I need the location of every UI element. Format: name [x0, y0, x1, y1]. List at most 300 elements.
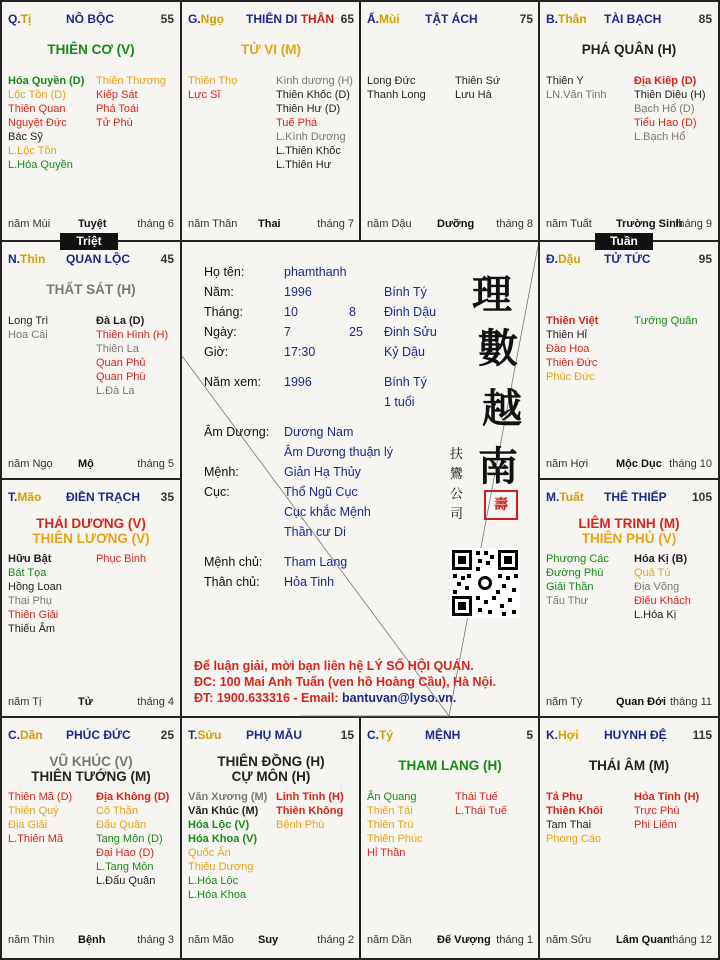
nam-xem-label: Năm xem: [204, 375, 261, 389]
left-star-column [8, 74, 84, 172]
minor-star: Địa Không (D) [96, 791, 170, 803]
contact-line-1: Để luận giải, mời bạn liên hệ LÝ SỐ HỘI QUÁN. [194, 659, 474, 673]
right-star-column [455, 74, 500, 102]
palace-stage: Suy [258, 934, 279, 946]
palace-header [546, 252, 714, 266]
minor-star: Linh Tinh (H) [276, 791, 344, 803]
palace-month: tháng 1 [496, 934, 533, 946]
minor-star: Phục Binh [96, 553, 147, 565]
right-star-column [455, 790, 507, 818]
palace-name [66, 252, 130, 266]
minor-star: Giải Thần [546, 581, 594, 593]
ho-ten-value: phamthanh [284, 265, 347, 279]
palace-chi: Sửu [197, 728, 222, 742]
minor-star: Thiên Thọ [188, 75, 238, 87]
left-star-column [8, 552, 62, 636]
left-star-column [546, 314, 598, 384]
palace-stage: Thai [258, 218, 281, 230]
minor-star: Địa Giải [8, 819, 48, 831]
palace-year: năm Ngọ [8, 458, 53, 470]
ngay-label: Ngày: [204, 325, 237, 339]
palace-header [8, 12, 176, 26]
minor-star: Long Đức [367, 75, 416, 87]
palace-header [8, 728, 176, 742]
gio-label: Giờ: [204, 345, 229, 359]
palace-name [604, 12, 661, 26]
calligraphy-char-2: 數 [478, 325, 518, 372]
minor-star: Bát Tọa [8, 567, 47, 579]
palace-ngo [182, 2, 360, 240]
right-star-column [634, 552, 691, 622]
tuan-tag: Tuần [595, 233, 653, 250]
minor-star: Tang Môn (D) [96, 833, 163, 845]
minor-star: Hỏa Tinh (H) [634, 791, 700, 803]
minor-star: Tử Phù [96, 117, 133, 129]
palace-can: T. [8, 490, 18, 504]
minor-star: Thái Tuế [455, 791, 498, 803]
palace-header [546, 12, 714, 26]
main-star: LIÊM TRINH (M) [578, 516, 680, 531]
palace-year: năm Dậu [367, 218, 412, 230]
minor-star: L.Đẩu Quân [96, 875, 156, 887]
minor-star: Tấu Thư [546, 595, 589, 607]
gio-value: 17:30 [284, 345, 316, 359]
minor-star: Hóa Kị (B) [634, 553, 688, 565]
minor-star: Lực Sĩ [188, 89, 221, 101]
right-star-column [634, 790, 699, 832]
palace-stage: Đế Vượng [437, 934, 491, 946]
nam-value: 1996 [284, 285, 312, 299]
minor-star: Thiên Giải [8, 609, 59, 621]
minor-star: Thiên Khôi [546, 805, 603, 817]
minor-star: Quan Phù [96, 371, 146, 383]
minor-star: Điếu Khách [634, 595, 691, 607]
palace-year: năm Thân [188, 218, 238, 230]
palace-footer [546, 218, 714, 232]
palace-name-text: TẬT ÁCH [425, 12, 478, 26]
main-star: THIÊN PHỦ (V) [581, 531, 677, 546]
palace-header [367, 728, 535, 742]
palace-hoi [540, 718, 718, 956]
left-star-column [188, 790, 267, 902]
palace-can: B. [546, 12, 558, 26]
minor-star: Thiếu Âm [8, 623, 56, 635]
palace-name-text: TỬ TỨC [604, 252, 651, 266]
palace-year: năm Mão [188, 934, 234, 946]
minor-star: Thiếu Dương [188, 861, 254, 873]
minor-star: L.Tang Môn [96, 861, 154, 873]
palace-age: 55 [160, 12, 174, 26]
palace-footer [8, 218, 176, 232]
palace-header [188, 728, 356, 742]
palace-footer [188, 934, 356, 948]
main-star: THÁI DƯƠNG (V) [36, 516, 146, 531]
ngay-am-value: 25 [349, 325, 363, 339]
palace-header [546, 490, 714, 504]
palace-stage: Mộc Dục [616, 458, 662, 470]
palace-chi: Tuất [559, 490, 584, 504]
minor-star: L.Bạch Hổ [634, 131, 686, 143]
left-star-column [546, 552, 609, 608]
main-star: PHÁ QUÂN (H) [581, 42, 677, 57]
palace-footer [546, 934, 714, 948]
left-star-column [367, 74, 426, 102]
palace-header [8, 490, 176, 504]
palace-header [367, 12, 535, 26]
palace-stage: Tử [78, 696, 93, 708]
thang-can-chi: Đinh Dậu [384, 305, 437, 319]
thang-value: 10 [284, 305, 298, 319]
palace-month: tháng 4 [137, 696, 174, 708]
palace-stage: Quan Đới [616, 696, 666, 708]
main-star: THIÊN CƠ (V) [47, 42, 135, 57]
palace-than [540, 2, 718, 240]
minor-star: Thiên Thương [96, 75, 167, 87]
palace-can: C. [8, 728, 20, 742]
palace-name [604, 252, 651, 266]
ngay-value: 7 [284, 325, 291, 339]
palace-footer [546, 458, 714, 472]
contact-email-link[interactable]: bantuvan@lyso.vn. [342, 691, 457, 705]
palace-header [188, 12, 356, 26]
palace-month: tháng 3 [137, 934, 174, 946]
palace-ty [361, 718, 539, 956]
palace-name-text: MỆNH [425, 728, 461, 742]
right-star-column [634, 314, 698, 328]
palace-month: tháng 5 [137, 458, 174, 470]
minor-star: Thiên Diêu (H) [634, 89, 706, 101]
minor-star: Hữu Bật [8, 553, 52, 565]
palace-header [546, 728, 714, 742]
minor-star: L.Hóa Lộc [188, 875, 239, 887]
left-star-column [546, 790, 603, 846]
palace-footer [8, 696, 176, 710]
minor-star: Nguyệt Đức [8, 117, 67, 129]
main-star: TỬ VI (M) [241, 42, 301, 57]
palace-footer [367, 934, 535, 948]
minor-star: Đà La (D) [96, 315, 145, 327]
than-cu-note: Thần cư Di [284, 525, 346, 539]
minor-star: Thiên Việt [546, 315, 599, 327]
palace-month: tháng 6 [137, 218, 174, 230]
minor-star: Quả Tú [634, 567, 671, 579]
minor-star: Cô Thần [96, 805, 138, 817]
palace-name-text: PHÚC ĐỨC [66, 728, 131, 742]
palace-chi: Mão [17, 490, 42, 504]
minor-star: Phi Liêm [634, 819, 677, 831]
palace-stage: Dưỡng [437, 218, 475, 230]
minor-star: L.Hóa Quyền [8, 159, 73, 171]
menh-chu-value: Tham Lang [284, 555, 348, 569]
left-star-column [546, 74, 607, 102]
minor-star: Phượng Các [546, 553, 609, 565]
palace-footer [188, 218, 356, 232]
main-star: CỰ MÔN (H) [231, 769, 311, 784]
palace-stage: Tuyệt [78, 218, 107, 230]
side-char-3: 公 [450, 487, 464, 502]
minor-star: Quốc Ấn [188, 847, 231, 859]
right-star-column [96, 790, 169, 888]
palace-year: năm Tuất [546, 218, 592, 230]
minor-star: Tam Thai [546, 819, 592, 831]
thang-label: Tháng: [204, 305, 243, 319]
palace-name-text: ĐIỀN TRẠCH [66, 490, 140, 504]
palace-name [604, 490, 667, 504]
minor-star: Thiên Hình (H) [96, 329, 169, 341]
palace-age: 5 [526, 728, 533, 742]
palace-year: năm Sửu [546, 934, 592, 946]
cuc-value: Thổ Ngũ Cục [284, 485, 358, 499]
minor-star: Lộc Tồn (D) [8, 89, 66, 101]
minor-star: Thiên Đức [546, 357, 598, 369]
palace-year: năm Hợi [546, 458, 589, 470]
palace-can: Đ. [546, 252, 558, 266]
palace-stage: Mộ [78, 458, 94, 470]
palace-month: tháng 11 [669, 696, 712, 708]
minor-star: Địa Kiếp (D) [634, 75, 697, 87]
palace-name [66, 12, 114, 26]
palace-name [66, 490, 140, 504]
minor-star: L.Lộc Tồn [8, 145, 57, 157]
nam-label: Năm: [204, 285, 234, 299]
minor-star: Thiên Sứ [455, 75, 501, 87]
palace-footer [367, 218, 535, 232]
minor-star: L.Hóa Khoa [188, 889, 247, 901]
calligraphy-char-3: 越 [482, 385, 522, 432]
palace-name-text: PHỤ MẪU [246, 728, 302, 742]
palace-footer [8, 458, 176, 472]
minor-star: Thiên Khốc (D) [276, 89, 350, 101]
palace-name-text: THIÊN DI [246, 12, 298, 26]
palace-footer [546, 696, 714, 710]
palace-month: tháng 10 [669, 458, 712, 470]
minor-star: Thiên Quan [8, 103, 66, 115]
palace-chi: Ngọ [200, 12, 224, 26]
main-star: THIÊN TƯỚNG (M) [31, 769, 151, 784]
palace-age: 115 [692, 728, 712, 742]
palace-ti [2, 2, 180, 240]
palace-age: 95 [698, 252, 712, 266]
minor-star: Tả Phụ [546, 791, 583, 803]
minor-star: Bạch Hổ (D) [634, 103, 695, 115]
palace-year: năm Tý [546, 696, 583, 708]
palace-chi: Tý [379, 728, 394, 742]
palace-can: M. [546, 490, 560, 504]
right-star-column [634, 74, 706, 144]
contact-address: ĐC: 100 Mai Anh Tuấn (ven hồ Hoàng Cầu), Hà Nội. [194, 675, 497, 689]
palace-can: Q. [8, 12, 21, 26]
nam-xem-value: 1996 [284, 375, 312, 389]
palace-stage: Lâm Quan [616, 934, 670, 946]
minor-star: L.Kình Dương [276, 131, 346, 143]
minor-star: Bác Sỹ [8, 131, 43, 143]
calligraphy-char-1: 理 [472, 271, 512, 318]
side-char-1: 扶 [450, 447, 464, 462]
main-star: THIÊN LƯƠNG (V) [32, 531, 150, 546]
palace-can: C. [367, 728, 379, 742]
palace-name-text: TÀI BẠCH [604, 12, 662, 26]
side-char-4: 司 [450, 507, 464, 522]
minor-star: Thiên Tài [367, 805, 413, 817]
palace-name [604, 728, 667, 742]
palace-age: 35 [160, 490, 174, 504]
left-star-column [8, 790, 72, 846]
palace-name [425, 728, 460, 742]
minor-star: Thiên Hư (D) [276, 103, 341, 115]
minor-star: Đẩu Quân [96, 819, 147, 831]
minor-star: Địa Võng [634, 581, 680, 593]
palace-age: 25 [160, 728, 174, 742]
minor-star: L.Thiên Hư [276, 159, 332, 171]
right-star-column [96, 552, 146, 566]
minor-star: Đào Hoa [546, 343, 590, 355]
palace-age: 105 [691, 490, 712, 504]
minor-star: Hồng Loan [8, 581, 62, 593]
main-star: VŨ KHÚC (V) [49, 754, 133, 769]
palace-age: 85 [698, 12, 712, 26]
palace-year: năm Mùi [8, 218, 51, 230]
palace-can: K. [546, 728, 558, 742]
menh-value: Giản Hạ Thủy [284, 465, 361, 479]
minor-star: Ân Quang [367, 791, 417, 803]
side-char-2: 鸞 [450, 467, 464, 482]
am-duong-label: Âm Dương: [204, 425, 270, 439]
palace-year: năm Tị [8, 696, 42, 708]
minor-star: Thanh Long [367, 89, 426, 101]
minor-star: Hóa Lộc (V) [188, 819, 250, 831]
palace-chi: Dậu [558, 252, 581, 266]
minor-star: LN.Văn Tinh [546, 89, 607, 101]
minor-star: Thiên Y [546, 75, 584, 87]
palace-year: năm Dần [367, 934, 412, 946]
contact-phone-email [194, 691, 456, 705]
ho-ten-label: Họ tên: [204, 265, 245, 279]
minor-star: Hóa Quyền (D) [8, 75, 85, 87]
minor-star: Tướng Quân [634, 315, 698, 327]
palace-name-text: NÔ BỘC [66, 12, 114, 26]
left-star-column [8, 314, 48, 342]
minor-star: Hóa Khoa (V) [188, 833, 258, 845]
left-star-column [188, 74, 237, 102]
palace-age: 15 [340, 728, 354, 742]
triet-tag: Triệt [60, 233, 118, 250]
minor-star: Tuế Phá [276, 117, 318, 129]
minor-star: Trực Phù [634, 805, 680, 817]
cuc-note: Cục khắc Mệnh [284, 505, 371, 519]
palace-name [246, 12, 334, 26]
right-star-column [96, 74, 166, 130]
palace-chi: Dần [20, 728, 43, 742]
minor-star: Thiên Mã (D) [8, 791, 73, 803]
palace-header [8, 252, 176, 266]
gio-can-chi: Kỷ Dậu [384, 345, 425, 359]
minor-star: Long Trì [8, 315, 49, 327]
palace-month: tháng 12 [669, 934, 712, 946]
minor-star: Thiên Không [276, 805, 344, 817]
minor-star: L.Hóa Kị [634, 609, 677, 621]
palace-name-text: THÊ THIẾP [604, 490, 667, 504]
right-star-column [276, 790, 344, 832]
nam-can-chi: Bính Tý [384, 285, 427, 299]
palace-chi: Thân [558, 12, 587, 26]
right-star-column [276, 74, 353, 172]
palace-age: 65 [340, 12, 354, 26]
minor-star: Đường Phù [546, 567, 604, 579]
red-seal: 壽 [484, 490, 518, 520]
minor-star: Phong Cáo [546, 833, 602, 845]
qr-code[interactable] [450, 548, 520, 618]
minor-star: Phúc Đức [546, 371, 595, 383]
palace-name-text: QUAN LỘC [66, 252, 130, 266]
menh-label: Mệnh: [204, 465, 239, 479]
am-duong-value: Dương Nam [284, 425, 354, 439]
minor-star: Tiểu Hao (D) [634, 117, 697, 129]
palace-age: 45 [160, 252, 174, 266]
am-duong-note: Âm Dương thuận lý [284, 445, 393, 459]
palace-tuat [540, 480, 718, 718]
main-star: THẤT SÁT (H) [46, 282, 136, 297]
tuoi-value: 1 tuổi [384, 395, 415, 409]
palace-stage: Bệnh [78, 934, 106, 946]
palace-age: 75 [519, 12, 533, 26]
main-star: THIÊN ĐỒNG (H) [217, 754, 325, 769]
minor-star: Lưu Hà [455, 89, 492, 101]
palace-suu [182, 718, 360, 956]
palace-chi: Mùi [379, 12, 400, 26]
palace-dan [2, 718, 180, 956]
than-chu-value: Hỏa Tinh [284, 575, 335, 589]
minor-star: Bệnh Phù [276, 819, 325, 831]
palace-chi: Tị [20, 12, 32, 26]
palace-chi: Hợi [558, 728, 579, 742]
palace-stage: Trường Sinh [616, 218, 683, 230]
thang-am-value: 8 [349, 305, 356, 319]
palace-month: tháng 7 [317, 218, 354, 230]
ngay-can-chi: Đinh Sửu [384, 325, 437, 339]
minor-star: Phá Toái [96, 103, 139, 115]
center-info-panel [182, 242, 537, 716]
minor-star: Văn Khúc (M) [188, 805, 259, 817]
minor-star: Hoa Cái [8, 329, 48, 341]
palace-thin [2, 242, 180, 480]
main-star: THAM LANG (H) [398, 758, 502, 773]
minor-star: Thiên Quý [8, 805, 59, 817]
minor-star: Kiếp Sát [96, 89, 138, 101]
minor-star: Thiên Trù [367, 819, 414, 831]
palace-name [246, 728, 302, 742]
minor-star: Văn Xương (M) [188, 791, 268, 803]
minor-star: Quan Phủ [96, 357, 146, 369]
palace-dau [540, 242, 718, 480]
palace-can: N. [8, 252, 20, 266]
minor-star: L.Đà La [96, 385, 135, 397]
palace-month: tháng 2 [317, 934, 354, 946]
palace-name-text: HUYNH ĐỆ [604, 728, 667, 742]
minor-star: Đại Hao (D) [96, 847, 155, 859]
left-star-column [367, 790, 423, 860]
palace-can: Ấ. [367, 12, 379, 26]
palace-footer [8, 934, 176, 948]
main-star: THÁI ÂM (M) [588, 758, 670, 773]
minor-star: Thiên Phúc [367, 833, 423, 845]
palace-can: T. [188, 728, 198, 742]
calligraphy-char-4: 南 [478, 443, 518, 490]
palace-name [66, 728, 131, 742]
palace-month: tháng 9 [675, 218, 712, 230]
palace-name [425, 12, 478, 26]
palace-year: năm Thìn [8, 934, 55, 946]
nam-xem-can-chi: Bính Tý [384, 375, 427, 389]
